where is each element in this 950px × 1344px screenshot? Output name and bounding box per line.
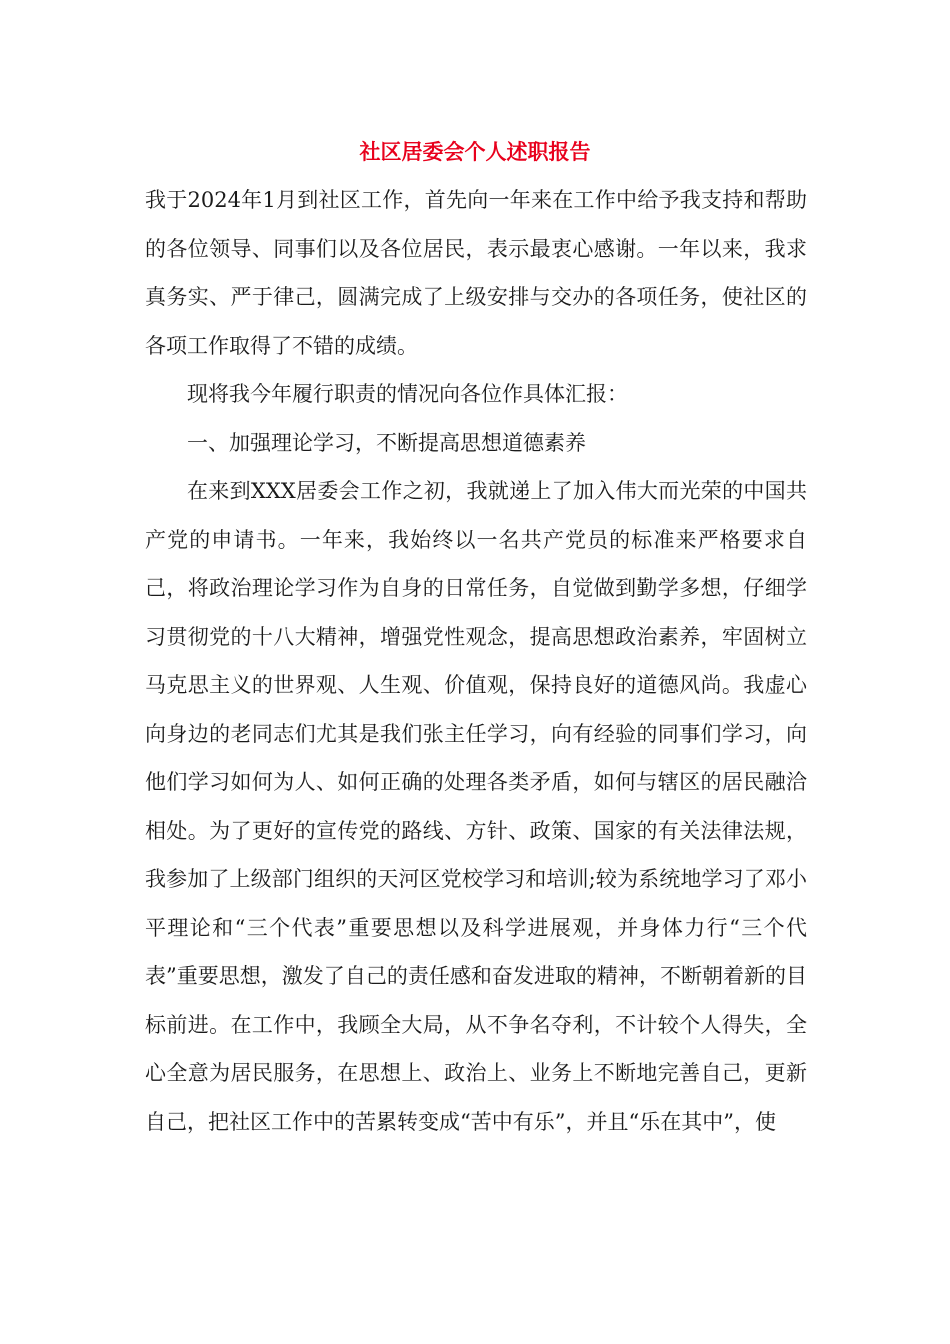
paragraph-report-lead: 现将我今年履行职责的情况向各位作具体汇报：: [187, 382, 628, 406]
document-body: [145, 176, 807, 1146]
document-title: 社区居委会个人述职报告: [359, 139, 591, 164]
section-heading-1: 一、加强理论学习，不断提高思想道德素养: [187, 430, 586, 455]
paragraph-intro: 我于2024年1月到社区工作，首先向一年来在工作中给予我支持和帮助的各位领导、同事们以及各位居民，表示最衷心感谢。一年以来，我求真务实、严于律己，圆满完成了上级安排与交办的各项任务，使社区的各项工作取得了不错的成绩。: [145, 188, 807, 358]
paragraph-section-1-body: 在来到XXX居委会工作之初，我就递上了加入伟大而光荣的中国共产党的申请书。一年来，我始终以一名共产党员的标准来严格要求自己，将政治理论学习作为自身的日常任务，自觉做到勤学多想，仔细学习贯彻党的十八大精神，增强党性观念，提高思想政治素养，牢固树立马克思主义的世界观、人生观、价值观，保持良好的道德风尚。我虚心向身边的老同志们尤其是我们张主任学习，向有经验的同事们学习，向他们学习如何为人、如何正确的处理各类矛盾，如何与辖区的居民融洽相处。为了更好的宣传党的路线、方针、政策、国家的有关法律法规，我参加了上级部门组织的天河区党校学习和培训;较为系统地学习了邓小平理论和“三个代表”重要思想以及科学进展观，并身体力行“三个代表”重要思想，激发了自己的责任感和奋发进取的精神，不断朝着新的目标前进。在工作中，我顾全大局，从不争名夺利，不计较个人得失，全心全意为居民服务，在思想上、政治上、业务上不断地完善自己，更新自己，把社区工作中的苦累转变成“苦中有乐”，并且“乐在其中”，使: [145, 479, 807, 1134]
